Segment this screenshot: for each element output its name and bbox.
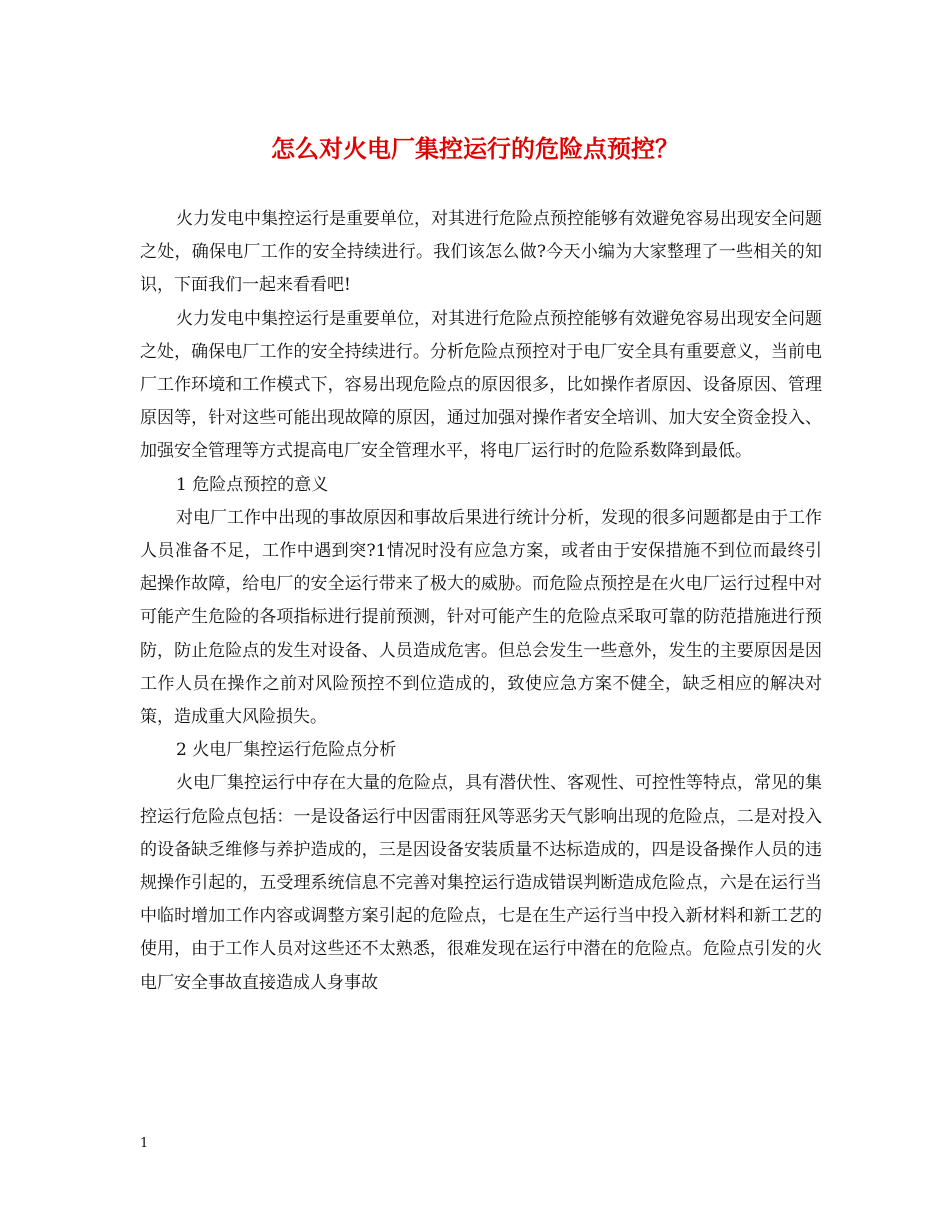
document-title: 怎么对火电厂集控运行的危险点预控？ (271, 134, 679, 163)
document-body (140, 203, 822, 1000)
section-1-paragraph: 对电厂工作中出现的事故原因和事故后果进行统计分析，发现的很多问题都是由于工作人员准备不足，工作中遇到突?1情况时没有应急方案，或者由于安保措施不到位而最终引起操作故障，给电厂的安全运行带来了极大的威胁。而危险点预控是在火电厂运行过程中对可能产生危险的各项指标进行提前预测，针对可能产生的危险点采取可靠的防范措施进行预防，防止危险点的发生对设备、人员造成危害。但总会发生一些意外，发生的主要原因是因工作人员在操作之前对风险预控不到位造成的，致使应急方案不健全，缺乏相应的解决对策，造成重大风险损失。 (140, 507, 822, 728)
section-2-heading: 2 火电厂集控运行危险点分析 (176, 740, 397, 761)
section-1-heading: 1 危险点预控的意义 (176, 474, 329, 495)
intro-paragraph: 火力发电中集控运行是重要单位，对其进行危险点预控能够有效避免容易出现安全问题之处，确保电厂工作的安全持续进行。我们该怎么做?今天小编为大家整理了一些相关的知识，下面我们一起来看看吧! (140, 209, 822, 296)
page-number: 1 (140, 1136, 149, 1151)
overview-paragraph: 火力发电中集控运行是重要单位，对其进行危险点预控能够有效避免容易出现安全问题之处，确保电厂工作的安全持续进行。分析危险点预控对于电厂安全具有重要意义，当前电厂工作环境和工作模式下，容易出现危险点的原因很多，比如操作者原因、设备原因、管理原因等，针对这些可能出现故障的原因，通过加强对操作者安全培训、加大安全资金投入、加强安全管理等方式提高电厂安全管理水平，将电厂运行时的危险系数降到最低。 (140, 308, 822, 462)
section-2-paragraph: 火电厂集控运行中存在大量的危险点，具有潜伏性、客观性、可控性等特点，常见的集控运行危险点包括：一是设备运行中因雷雨狂风等恶劣天气影响出现的危险点，二是对投入的设备缺乏维修与养护造成的，三是因设备安装质量不达标造成的，四是设备操作人员的违规操作引起的，五受理系统信息不完善对集控运行造成错误判断造成危险点，六是在运行当中临时增加工作内容或调整方案引起的危险点，七是在生产运行当中投入新材料和新工艺的使用，由于工作人员对这些还不太熟悉，很难发现在运行中潜在的危险点。危险点引发的火电厂安全事故直接造成人身事故 (140, 773, 822, 993)
